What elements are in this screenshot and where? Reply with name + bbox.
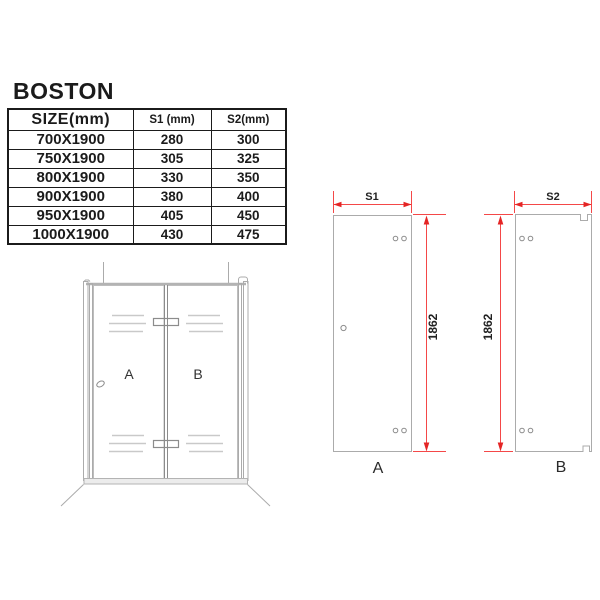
size-cell: 800X1900 (8, 168, 133, 187)
s1-cell: 330 (133, 168, 211, 187)
left-wall-profile (90, 284, 93, 481)
bottom-hinge (154, 441, 179, 448)
arrowhead (515, 202, 523, 208)
s1-cell: 430 (133, 225, 211, 244)
arrowhead (498, 443, 504, 452)
floor-line-right (248, 485, 271, 507)
size-cell: 900X1900 (8, 187, 133, 206)
hole (393, 428, 398, 433)
s2-cell: 350 (211, 168, 286, 187)
right-wall-profile (239, 284, 242, 481)
front-panel-b-label: B (193, 366, 203, 382)
arrowhead (404, 202, 412, 208)
arrowhead (424, 216, 430, 225)
hole (528, 236, 533, 241)
hole (393, 236, 398, 241)
front-view-drawing (61, 262, 270, 506)
panel-a-name: A (372, 460, 384, 477)
s1-cell: 280 (133, 130, 211, 149)
panel-a-top-stripes (109, 316, 146, 332)
hole (520, 236, 525, 241)
floor-line-left (61, 485, 84, 507)
column-header-size: SIZE(mm) (8, 109, 133, 130)
panel-b-height-label: 1862 (481, 313, 495, 341)
arrowhead (424, 443, 430, 452)
panel-b-width-label: S2 (546, 191, 560, 203)
top-hinge (154, 319, 179, 326)
panel-a-height-label: 1862 (426, 313, 440, 341)
panel-b-top-stripes (186, 316, 223, 332)
front-panel-a-label: A (124, 366, 134, 382)
s2-cell: 475 (211, 225, 286, 244)
door-panel-b-glass (168, 286, 238, 479)
product-title: BOSTON (13, 78, 114, 104)
bottom-rail (84, 479, 248, 485)
column-header-s2: S2(mm) (211, 109, 286, 130)
hole (528, 428, 533, 433)
s2-cell: 450 (211, 206, 286, 225)
panel-a-outline (334, 216, 412, 452)
s2-cell: 325 (211, 149, 286, 168)
size-cell: 950X1900 (8, 206, 133, 225)
panel-a-diagram (334, 191, 447, 477)
size-cell: 700X1900 (8, 130, 133, 149)
s1-cell: 405 (133, 206, 211, 225)
column-header-s1: S1 (mm) (133, 109, 211, 130)
s1-cell: 305 (133, 149, 211, 168)
hole (402, 428, 407, 433)
arrowhead (584, 202, 592, 208)
handle-hole (341, 325, 346, 330)
right-wall-profile (244, 282, 249, 481)
panel-b-outline (516, 215, 592, 452)
arrowhead (334, 202, 342, 208)
panel-a-bottom-stripes (109, 436, 146, 452)
size-cell: 750X1900 (8, 149, 133, 168)
left-wall-profile (84, 282, 89, 481)
arrowhead (498, 216, 504, 225)
s2-cell: 400 (211, 187, 286, 206)
hole (520, 428, 525, 433)
hole (402, 236, 407, 241)
size-cell: 1000X1900 (8, 225, 133, 244)
s2-cell: 300 (211, 130, 286, 149)
panel-b-diagram (481, 191, 592, 476)
panel-b-bottom-stripes (186, 436, 223, 452)
panel-b-name: B (555, 459, 567, 476)
door-handle (96, 380, 106, 388)
panel-a-width-label: S1 (365, 191, 379, 203)
s1-cell: 380 (133, 187, 211, 206)
